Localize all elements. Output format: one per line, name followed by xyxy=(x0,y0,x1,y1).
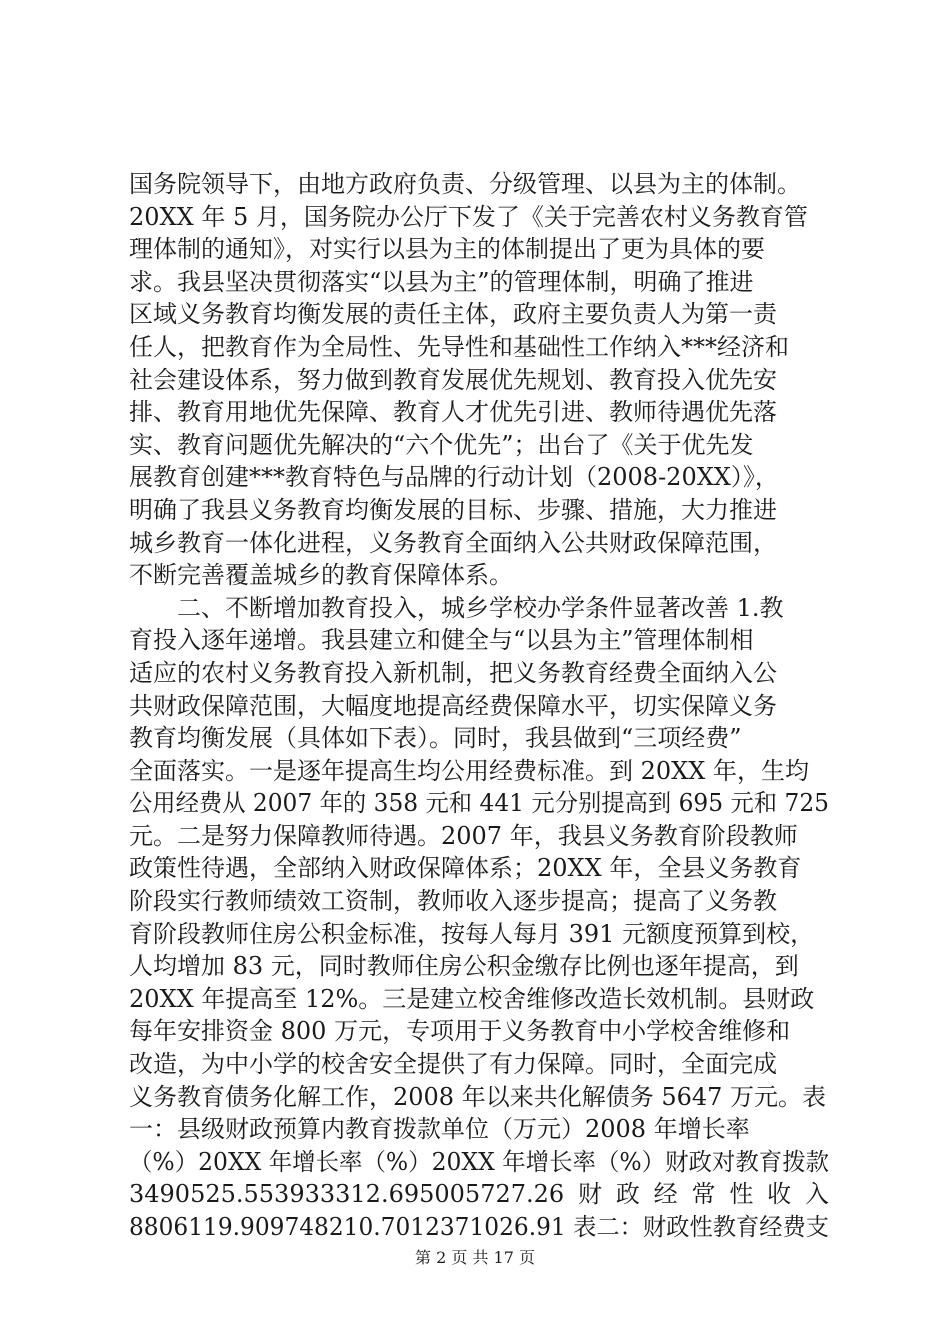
text-line: 改造，为中小学的校舍安全提供了有力保障。同时，全面完成 xyxy=(129,1050,777,1079)
text-line: 任人，把教育作为全局性、先导性和基础性工作纳入***经济和 xyxy=(129,332,789,361)
page-footer xyxy=(0,1245,950,1268)
text-segment: 经 xyxy=(653,1180,678,1209)
text-segment: 3490525.553933312.695005727.26 xyxy=(129,1180,565,1209)
text-line: 社会建设体系，努力做到教育发展优先规划、教育投入优先安 xyxy=(129,365,777,394)
text-segment: 常 xyxy=(691,1180,716,1209)
text-line: 排、教育用地优先保障、教育人才优先引进、教师待遇优先落 xyxy=(129,398,777,427)
text-segment: 入 xyxy=(804,1180,829,1209)
text-segment: 性 xyxy=(729,1180,754,1209)
text-line-justified xyxy=(129,1178,829,1211)
text-line: 区域义务教育均衡发展的责任主体，政府主要负责人为第一责 xyxy=(129,300,777,329)
text-line: 共财政保障范围，大幅度地提高经费保障水平，切实保障义务 xyxy=(129,691,777,720)
text-line: 元。二是努力保障教师待遇。2007 年，我县义务教育阶段教师 xyxy=(129,821,798,850)
text-line: 适应的农村义务教育投入新机制，把义务教育经费全面纳入公 xyxy=(129,658,777,687)
text-line: 不断完善覆盖城乡的教育保障体系。 xyxy=(129,561,513,590)
text-line: （%）20XX 年增长率（%）20XX 年增长率（%）财政对教育拨款 xyxy=(129,1147,830,1176)
text-line: 城乡教育一体化进程，义务教育全面纳入公共财政保障范围， xyxy=(129,528,777,557)
text-line: 实、教育问题优先解决的“六个优先”；出台了《关于优先发 xyxy=(129,430,754,459)
text-line: 20XX 年 5 月，国务院办公厅下发了《关于完善农村义务教育管 xyxy=(129,202,808,231)
text-line: 20XX 年提高至 12%。三是建立校舍维修改造长效机制。县财政 xyxy=(129,984,815,1013)
text-line: 二、不断增加教育投入，城乡学校办学条件显著改善 1.教 xyxy=(129,593,784,622)
page-number-label: 第 2 页 共 17 页 xyxy=(415,1248,535,1267)
text-segment: 财 xyxy=(578,1180,602,1209)
text-line: 展教育创建***教育特色与品牌的行动计划（2008-20XX）》， xyxy=(129,463,779,492)
text-line: 义务教育债务化解工作，2008 年以来共化解债务 5647 万元。表 xyxy=(129,1082,827,1111)
text-line: 求。我县坚决贯彻落实“以县为主”的管理体制，明确了推进 xyxy=(129,267,754,296)
text-line: 明确了我县义务教育均衡发展的目标、步骤、措施，大力推进 xyxy=(129,495,777,524)
text-line: 公用经费从 2007 年的 358 元和 441 元分别提高到 695 元和 725 xyxy=(129,789,829,818)
text-line: 育阶段教师住房公积金标准，按每人每月 391 元额度预算到校， xyxy=(129,919,815,948)
text-line: 一：县级财政预算内教育拨款单位（万元）2008 年增长率 xyxy=(129,1115,750,1144)
text-line: 国务院领导下，由地方政府负责、分级管理、以县为主的体制。 xyxy=(129,170,801,198)
text-segment: 收 xyxy=(767,1180,792,1209)
text-line: 每年安排资金 800 万元，专项用于义务教育中小学校舍维修和 xyxy=(129,1017,791,1046)
text-line: 理体制的通知》，对实行以县为主的体制提出了更为具体的要 xyxy=(129,235,765,264)
text-line: 教育均衡发展（具体如下表）。同时，我县做到“三项经费” xyxy=(129,724,742,753)
text-segment: 政 xyxy=(615,1180,640,1209)
text-line: 8806119.909748210.7012371026.91 表二：财政性教育经费支 xyxy=(129,1213,830,1241)
text-line: 人均增加 83 元，同时教师住房公积金缴存比例也逐年提高，到 xyxy=(129,952,799,981)
text-line: 阶段实行教师绩效工资制，教师收入逐步提高；提高了义务教 xyxy=(129,887,777,916)
text-line: 全面落实。一是逐年提高生均公用经费标准。到 20XX 年，生均 xyxy=(129,756,809,785)
text-line: 育投入逐年递增。我县建立和健全与“以县为主”管理体制相 xyxy=(129,626,754,655)
text-line: 政策性待遇，全部纳入财政保障体系；20XX 年，全县义务教育 xyxy=(129,854,802,883)
document-body xyxy=(129,168,829,1244)
